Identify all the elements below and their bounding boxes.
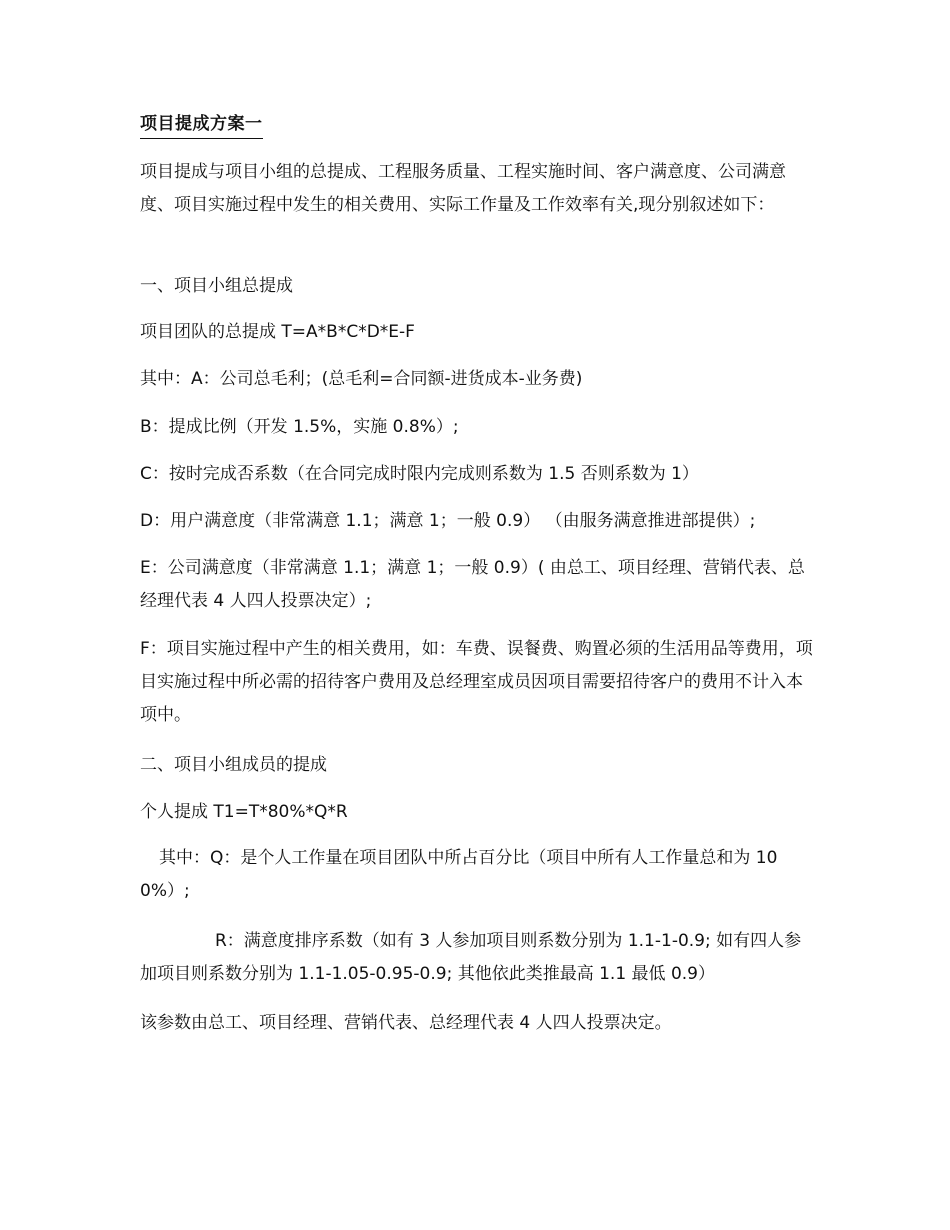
- formula-individual-commission: 个人提成 T1=T*80%*Q*R: [140, 802, 348, 822]
- definition-b: B：提成比例（开发 1.5%，实施 0.8%）;: [140, 417, 459, 437]
- intro-paragraph: 项目提成与项目小组的总提成、工程服务质量、工程实施时间、客户满意度、公司满意度、项目实施过程中发生的相关费用、实际工作量及工作效率有关,现分别叙述如下：: [140, 162, 786, 215]
- document-title: 项目提成方案一: [140, 112, 263, 139]
- definition-d: D：用户满意度（非常满意 1.1；满意 1；一般 0.9） （由服务满意推进部提供）;: [140, 511, 756, 531]
- definition-f: F：项目实施过程中产生的相关费用，如：车费、误餐费、购置必须的生活用品等费用，项目实施过程中所必需的招待客户费用及总经理室成员因项目需要招待客户的费用不计入本项中。: [140, 639, 813, 725]
- formula-team-commission: 项目团队的总提成 T=A*B*C*D*E-F: [140, 322, 415, 342]
- definition-e: E：公司满意度（非常满意 1.1；满意 1；一般 0.9）( 由总工、项目经理、营销代表、总经理代表 4 人四人投票决定）;: [140, 558, 805, 611]
- section-heading-team-commission: 一、项目小组总提成: [140, 276, 293, 296]
- definition-q: 其中：Q：是个人工作量在项目团队中所占百分比（项目中所有人工作量总和为 100%）;: [140, 848, 778, 901]
- definition-c: C：按时完成否系数（在合同完成时限内完成则系数为 1.5 否则系数为 1）: [140, 464, 699, 484]
- section-heading-member-commission: 二、项目小组成员的提成: [140, 755, 327, 775]
- closing-note: 该参数由总工、项目经理、营销代表、总经理代表 4 人四人投票决定。: [140, 1013, 672, 1033]
- definition-a: 其中：A：公司总毛利；(总毛利=合同额-进货成本-业务费): [140, 369, 583, 389]
- definition-r: R：满意度排序系数（如有 3 人参加项目则系数分别为 1.1-1-0.9; 如有四人参加项目则系数分别为 1.1-1.05-0.95-0.9; 其他依此类推最高 1.1 最低 0.9）: [140, 931, 802, 984]
